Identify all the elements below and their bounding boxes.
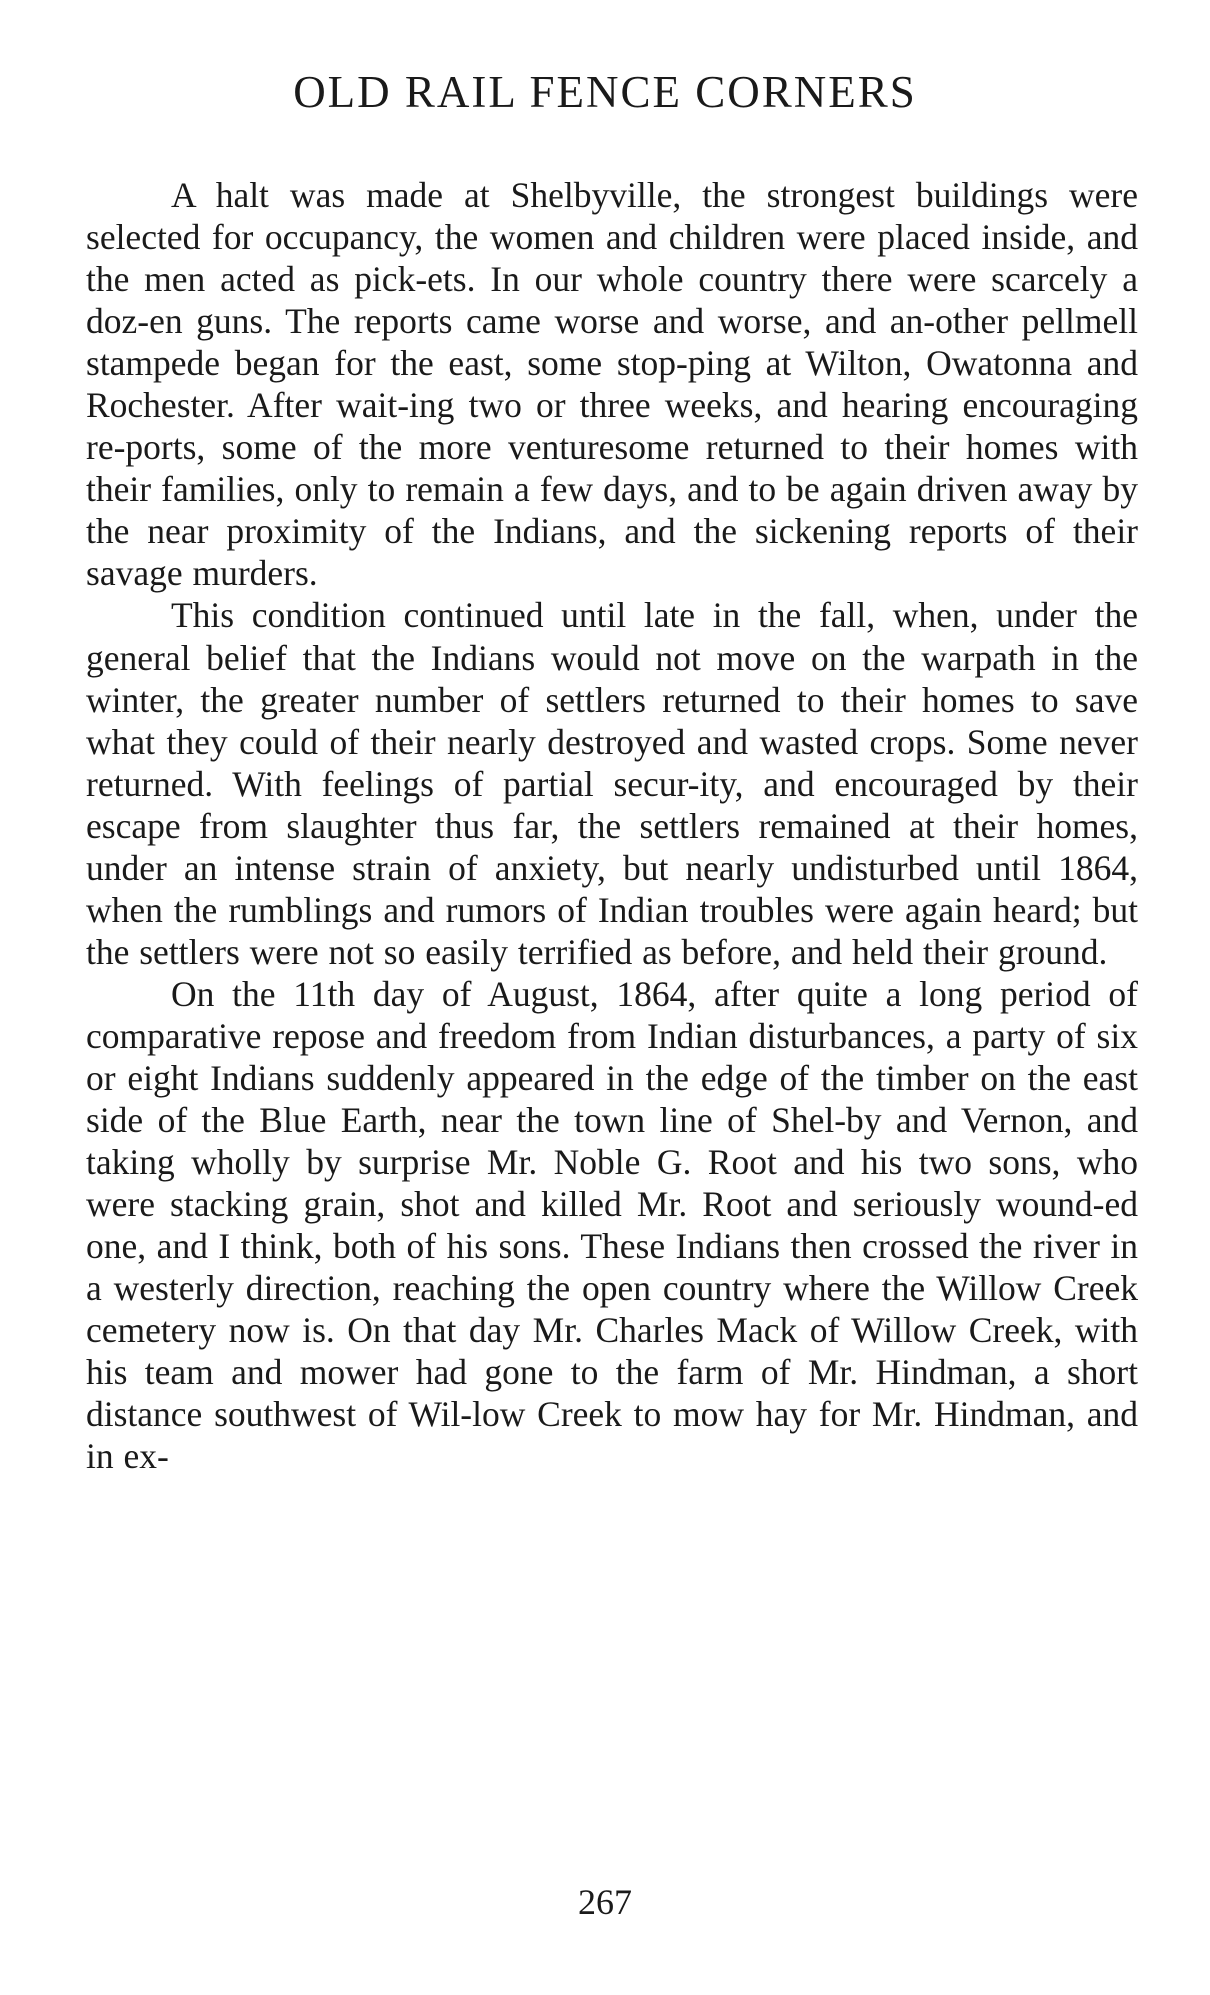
body-text (86, 174, 1138, 1477)
page-number: 267 (578, 1882, 632, 1922)
paragraph-1: A halt was made at Shelbyville, the strongest buildings were selected for occupancy, the women and children were placed inside, and the men acted as pick-ets. In our whole country there were scarcely a doz-en guns. The reports came worse and worse, and an-other pellmell stampede began for the east, some stop-ping at Wilton, Owatonna and Rochester. After wait-ing two or three weeks, and hearing encouraging re-ports, some of the more venturesome returned to their homes with their families, only to remain a few days, and to be again driven away by the near proximity of the Indians, and the sickening reports of their savage murders. (86, 175, 1138, 594)
running-head: OLD RAIL FENCE CORNERS (293, 67, 917, 117)
paragraph-3: On the 11th day of August, 1864, after quite a long period of comparative repose and freedom from Indian disturbances, a party of six or eight Indians suddenly appeared in the edge of the timber on the east side of the Blue Earth, near the town line of Shel-by and Vernon, and taking wholly by surprise Mr. Noble G. Root and his two sons, who were stacking grain, shot and killed Mr. Root and seriously wound-ed one, and I think, both of his sons. These Indians then crossed the river in a westerly direction, reaching the open country where the Willow Creek cemetery now is. On that day Mr. Charles Mack of Willow Creek, with his team and mower had gone to the farm of Mr. Hindman, a short distance southwest of Wil-low Creek to mow hay for Mr. Hindman, and in ex- (86, 973, 1138, 1477)
paragraph-2: This condition continued until late in the fall, when, under the general belief that the Indians would not move on the warpath in the winter, the greater number of settlers returned to their homes to save what they could of their nearly destroyed and wasted crops. Some never returned. With feelings of partial secur-ity, and encouraged by their escape from slaughter thus far, the settlers remained at their homes, under an intense strain of anxiety, but nearly undisturbed until 1864, when the rumblings and rumors of Indian troubles were again heard; but the settlers were not so easily terrified as before, and held their ground. (86, 595, 1138, 972)
